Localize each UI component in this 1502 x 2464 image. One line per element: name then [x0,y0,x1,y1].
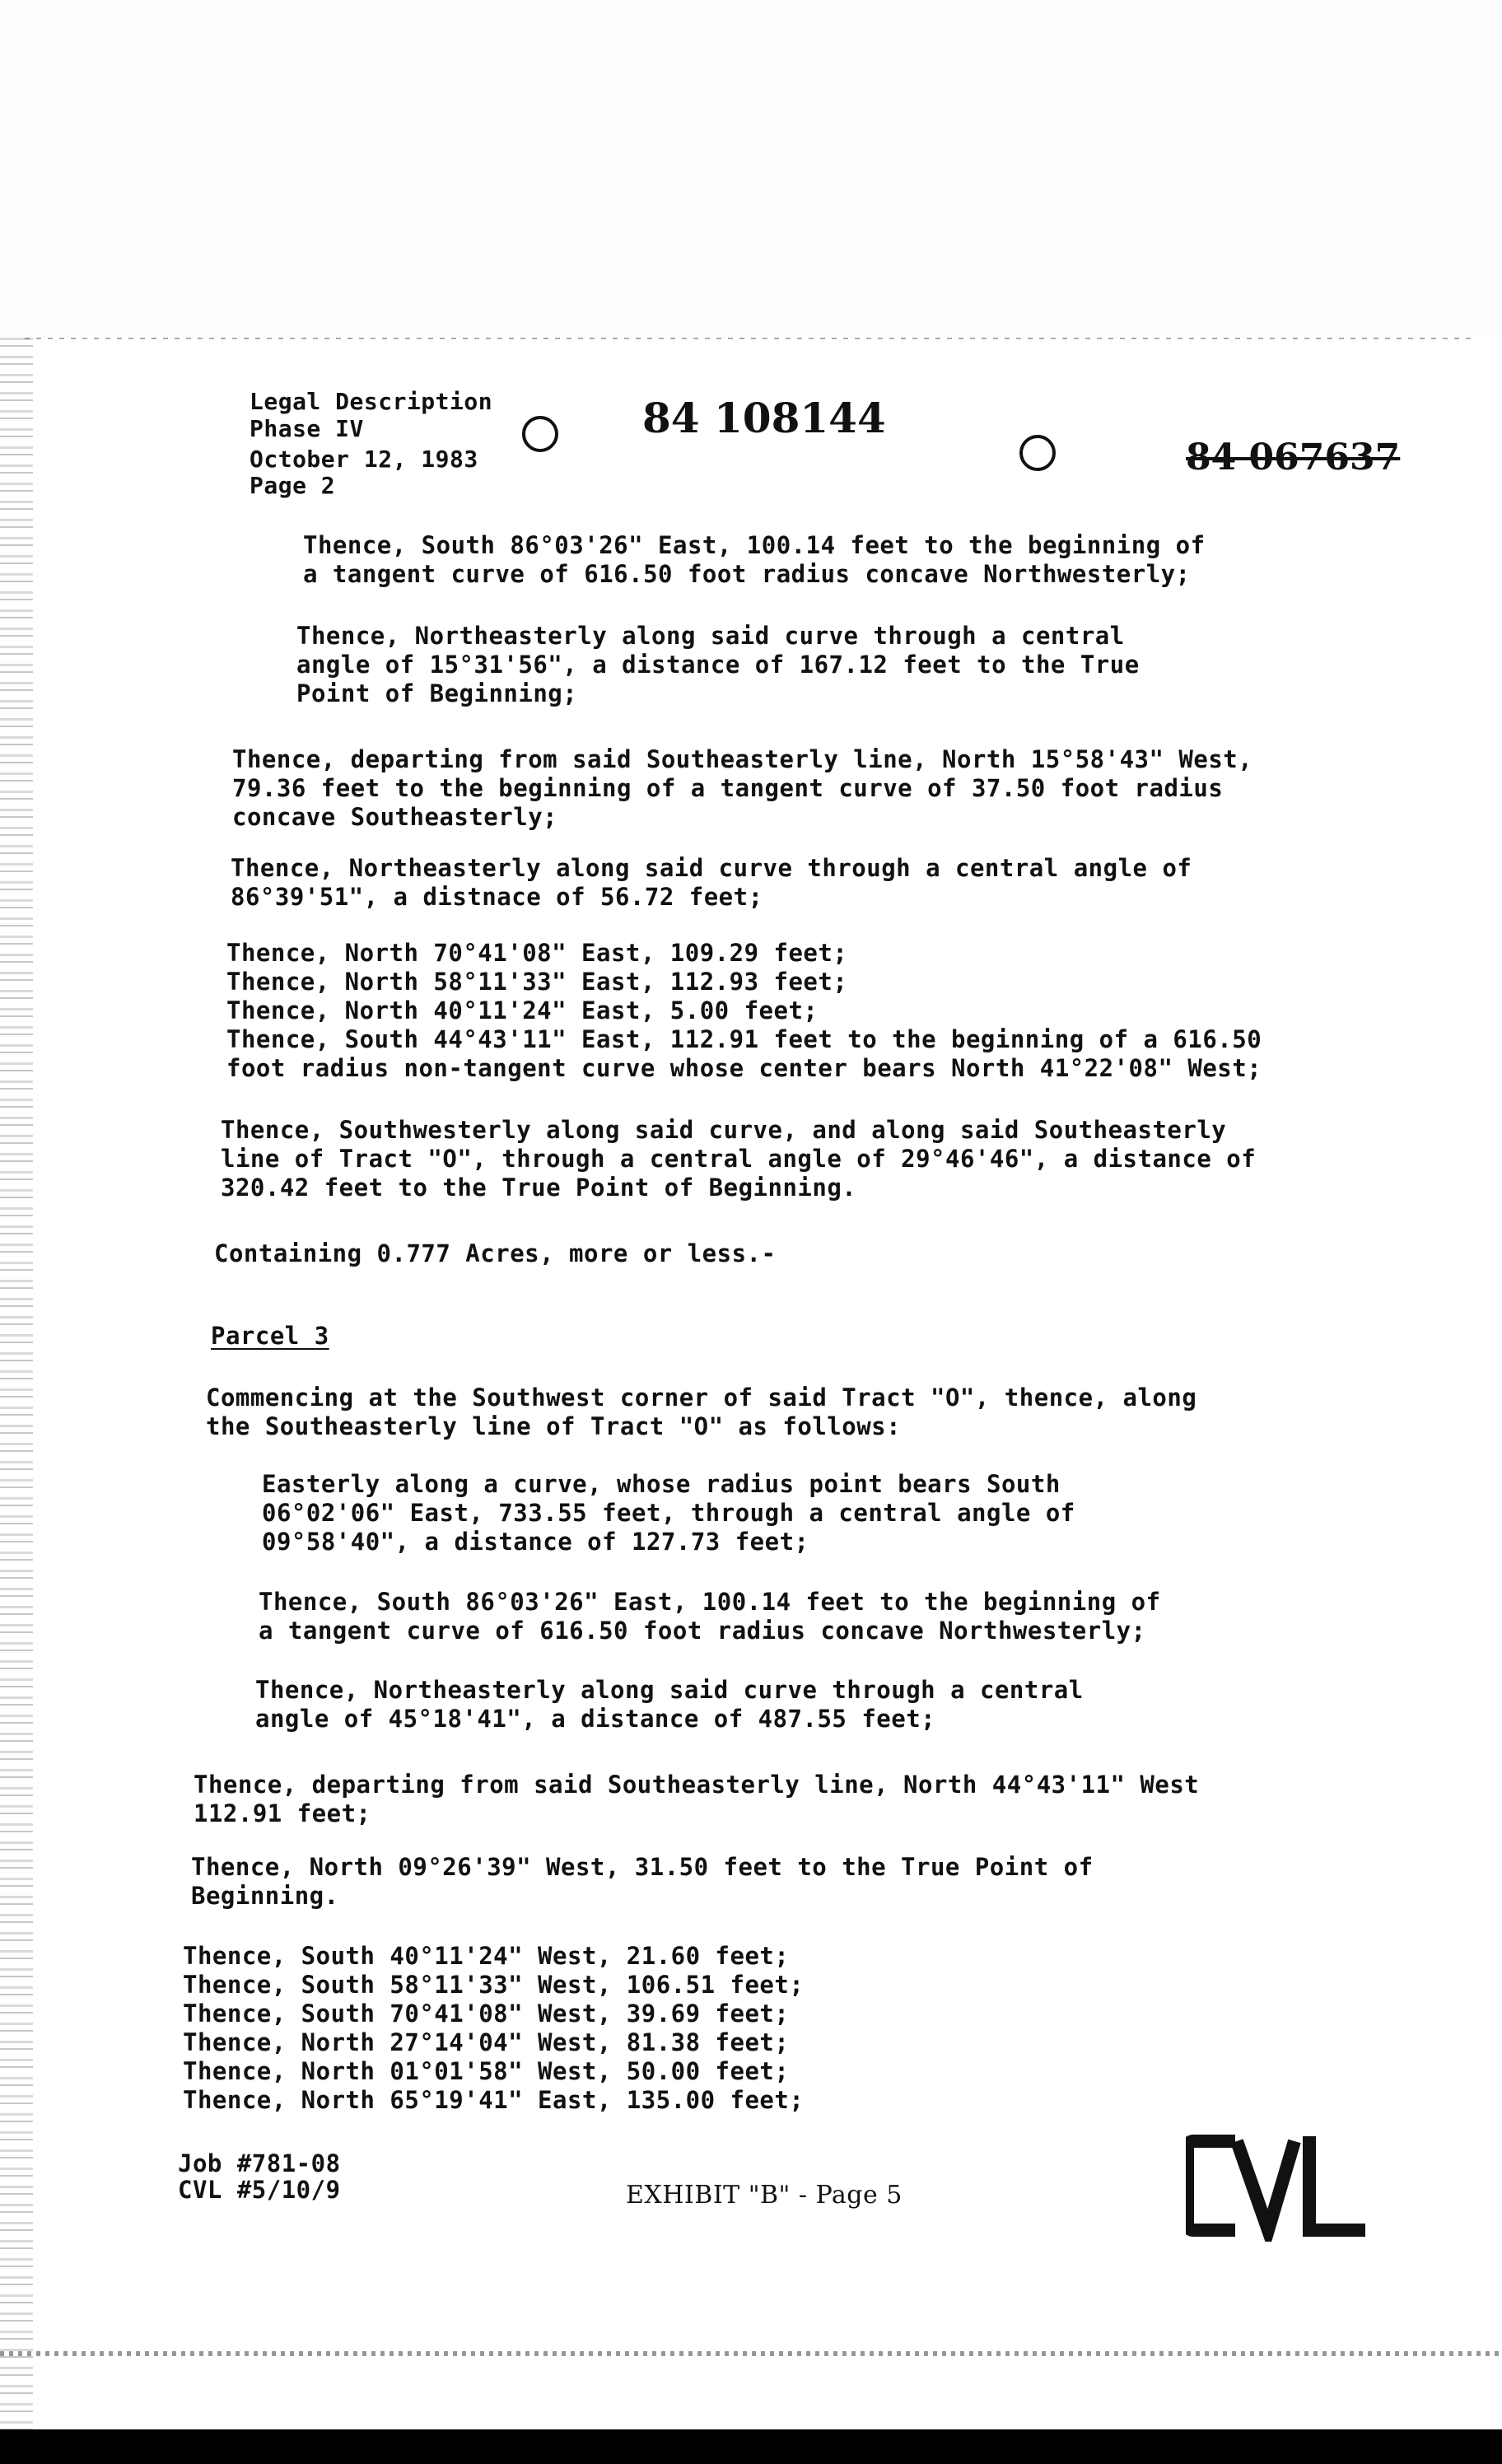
scan-bottom-strip [0,2429,1502,2464]
punch-hole-right [1019,435,1056,471]
document-number: 84 108144 [642,394,886,442]
cvl-logo [1186,2135,1367,2242]
paragraph-10: Thence, South 86°03'26" East, 100.14 feet to the beginning of a tangent curve of 616.50 foot radius concave Northwesterly; [259,1588,1161,1645]
struck-document-number: 84 067637 [1186,436,1401,478]
paragraph-3: Thence, departing from said Southeasterly line, North 15°58'43" West, 79.36 feet to the beginning of a tangent curve of 37.50 foot radius concave Southeasterly; [232,745,1253,831]
paragraph-1: Thence, South 86°03'26" East, 100.14 feet to the beginning of a tangent curve of 616.50 foot radius concave Northwesterly; [303,531,1206,588]
scan-left-edge [0,338,33,2438]
scan-bottom-edge [0,2351,1502,2356]
punch-hole-left [522,416,558,452]
header-line-1: Legal Description [250,388,493,415]
paragraph-5: Thence, North 70°41'08" East, 109.29 feet; Thence, North 58°11'33" East, 112.93 feet; Thence, North 40°11'24" East, 5.00 feet; Thence, South 44°43'11" East, 112.91 feet to the beginning of a 616.50 foot radius non-tangent curve whose center bears North 41°22'08" West; [226,939,1262,1082]
header-line-4: Page 2 [250,472,336,499]
paragraph-13: Thence, North 09°26'39" West, 31.50 feet to the True Point of Beginning. [191,1853,1094,1910]
paragraph-4: Thence, Northeasterly along said curve through a central angle of 86°39'51", a distnace of 56.72 feet; [231,854,1192,911]
scan-blank-area [0,0,1502,338]
paragraph-8: Commencing at the Southwest corner of said Tract "O", thence, along the Southeasterly line of Tract "O" as follows: [206,1384,1197,1440]
paragraph-2: Thence, Northeasterly along said curve through a central angle of 15°31'56", a distance of 167.12 feet to the True Point of Beginning; [296,622,1140,707]
scan-page-edge [25,338,1474,339]
paragraph-11: Thence, Northeasterly along said curve through a central angle of 45°18'41", a distance of 487.55 feet; [255,1676,1084,1733]
parcel-heading: Parcel 3 [211,1322,329,1350]
paragraph-14: Thence, South 40°11'24" West, 21.60 feet; Thence, South 58°11'33" West, 106.51 feet; Thence, South 70°41'08" West, 39.69 feet; Thence, North 27°14'04" West, 81.38 feet; Thence, North 01°01'58" West, 50.00 feet; Thence, North 65°19'41" East, 135.00 feet; [183,1942,805,2114]
footer-cvl-number: CVL #5/10/9 [178,2176,341,2204]
header-line-3: October 12, 1983 [250,446,478,473]
footer-job-number: Job #781-08 [178,2149,341,2177]
paragraph-9: Easterly along a curve, whose radius point bears South 06°02'06" East, 733.55 feet, through a central angle of 09°58'40", a distance of 127.73 feet; [262,1470,1075,1556]
footer-exhibit-label: EXHIBIT "B" - Page 5 [626,2181,903,2210]
paragraph-12: Thence, departing from said Southeasterly line, North 44°43'11" West 112.91 feet; [194,1771,1200,1827]
paragraph-6: Thence, Southwesterly along said curve, and along said Southeasterly line of Tract "O", through a central angle of 29°46'46", a distance of 320.42 feet to the True Point of Beginning. [221,1116,1257,1202]
paragraph-7: Containing 0.777 Acres, more or less.- [214,1239,777,1267]
header-line-2: Phase IV [250,415,364,442]
